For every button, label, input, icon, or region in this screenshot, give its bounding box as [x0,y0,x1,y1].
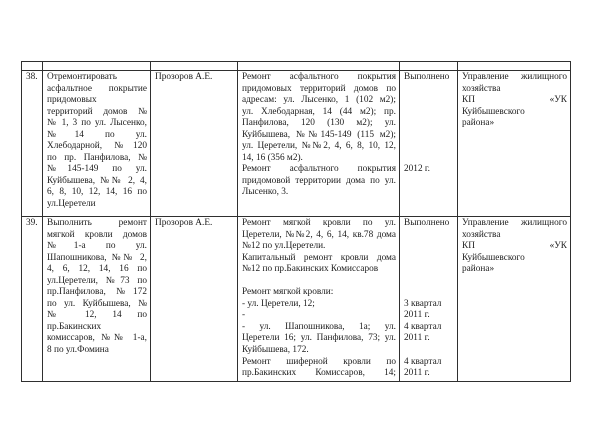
text-line: № 1, 3 по ул. Лысенко, [47,118,147,129]
blank-line [404,345,454,357]
table-row [22,71,571,217]
text-line: Ремонт мягкой кровли: [242,287,334,298]
text-line: №14 по ул. [47,129,147,140]
text-line: Ремонт шиферной кровли по [242,356,396,367]
header-cell [238,62,400,71]
text-line: КП «УК [462,241,567,252]
text-line: асфальтное покрытие [47,83,147,94]
text-line: КП «УК [462,95,567,106]
blank-line [404,264,454,276]
text-line: 38. [26,72,38,82]
text-line: района» [462,264,495,275]
blank-line [404,107,454,119]
text-line: 3 квартал [404,298,442,309]
text-line: хозяйства [462,83,501,94]
text-line: по пр. Панфилова, № [47,152,147,163]
text-line: №145-149 по ул. [47,164,147,175]
blank-line [404,287,454,299]
text-line: - [242,310,246,321]
header-cell [151,62,238,71]
text-line: №12 по пр.Бакинских Комиссаров [242,264,379,275]
text-line: придомовых территорий домов по [242,83,396,94]
header-cell [400,62,458,71]
text-line: № 12, 14 по [47,310,147,321]
text-line: Хлебодарной, №120 [47,141,147,152]
text-line: Управление жилищного [462,72,567,82]
text-line: 6, 8, 10, 12, 14, 16 по [47,187,147,198]
details-cell [238,217,400,382]
text-line: Выполнить ремонт [47,218,147,228]
text-line: ул.Церетели, №73 по [47,275,147,286]
text-line: Лысенко, 3. [242,187,289,198]
text-line: Ремонт асфальтного покрытия [242,164,396,175]
text-line: 2012 г. [404,164,431,175]
text-line: пр.Бакинских Комиссаров, 14; [242,368,396,379]
text-line: комиссаров, №№ 1-а, [47,333,147,344]
text-line: хозяйства [462,229,501,240]
blank-line [404,153,454,165]
text-line: территорий домов № [47,106,147,117]
text-line: 8 по ул.Фомина [47,345,109,356]
details-cell [238,71,400,217]
blank-line [404,84,454,96]
text-line: 4 квартал [404,356,442,367]
responsible-cell [151,71,238,217]
text-line: 4 квартал [404,321,442,332]
header-cell [458,62,571,71]
text-line: придомовой территории дома по ул. [242,175,396,186]
text-line: Куйбышевского [462,106,525,117]
blank-line [404,253,454,265]
text-line: ул. Церетели, №№2, 4, 6, 8, 10, 12, [242,141,396,152]
text-line: Прозоров А.Е. [155,218,213,228]
text-line: 39. [26,218,38,228]
text-line: пр.Панфилова, №172 [47,287,147,298]
text-line: мягкой кровли домов [47,229,147,240]
header-cell [22,62,43,71]
text-line: Куйбышева, №№ 2, 4, [47,175,147,186]
blank-line [404,95,454,107]
text-line: ул. Хлебодарная, 14 (44 м2); пр. [242,106,396,117]
text-line: Куйбышевского [462,252,525,263]
text-line: Прозоров А.Е. [155,72,213,82]
text-line: Шапошникова, №№ 2, [47,252,147,263]
text-line: 2011 г. [404,333,430,344]
text-line: - ул. Церетели, 12; [242,298,315,309]
header-row [22,62,571,71]
text-line: Отремонтировать [47,72,117,82]
task-cell [43,217,151,382]
text-line: Ремонт асфальтного покрытия [242,72,396,82]
text-line: ул.Церетели [47,199,96,210]
blank-line [404,230,454,242]
text-line: Выполнено [404,72,450,82]
row-number-cell [22,217,43,382]
status-cell [400,217,458,382]
text-line: Церетели, №№2, 4, 6, 14, кв.78 дома [242,229,396,240]
row-number-cell [22,71,43,217]
text-line: Панфилова, 120 (130 м2); ул. [242,118,396,129]
text-line: придомовых [47,95,97,106]
responsible-cell [151,217,238,382]
text-line: Капитальный ремонт кровли дома [242,252,396,263]
blank-line [242,276,396,288]
blank-line [404,130,454,142]
blank-line [404,241,454,253]
text-line: Ремонт мягкой кровли по ул. [242,218,396,228]
text-line: района» [462,118,495,129]
header-cell [43,62,151,71]
text-line: Управление жилищного [462,218,567,228]
blank-line [404,141,454,153]
text-line: Куйбышева, №№145-149 (115 м2); [242,129,396,140]
blank-line [404,276,454,288]
text-line: Церетели 16; ул. Панфилова, 73; ул. [242,333,396,344]
table-row [22,217,571,382]
text-line: Выполнено [404,218,450,228]
text-line: Куйбышева, 172. [242,345,309,356]
blank-line [404,118,454,130]
text-line: №1-а по ул. [47,241,147,252]
org-cell [458,71,571,217]
text-line: 4, 6, 12, 14, 16 по [47,264,147,275]
text-line: по ул. Куйбышева, № [47,298,147,309]
text-line: 14, 16 (356 м2). [242,152,303,163]
text-line: №12 по ул.Церетели. [242,241,326,252]
text-line: 2011 г. [404,368,430,379]
task-cell [43,71,151,217]
text-line: адресам: ул. Лысенко, 1 (102 м2); [242,95,396,106]
text-line: пр.Бакинских [47,321,102,332]
report-table [21,61,571,382]
status-cell [400,71,458,217]
text-line: 2011 г. [404,310,430,321]
text-line: - ул. Шапошникова, 1а; ул. [242,321,396,332]
org-cell [458,217,571,382]
